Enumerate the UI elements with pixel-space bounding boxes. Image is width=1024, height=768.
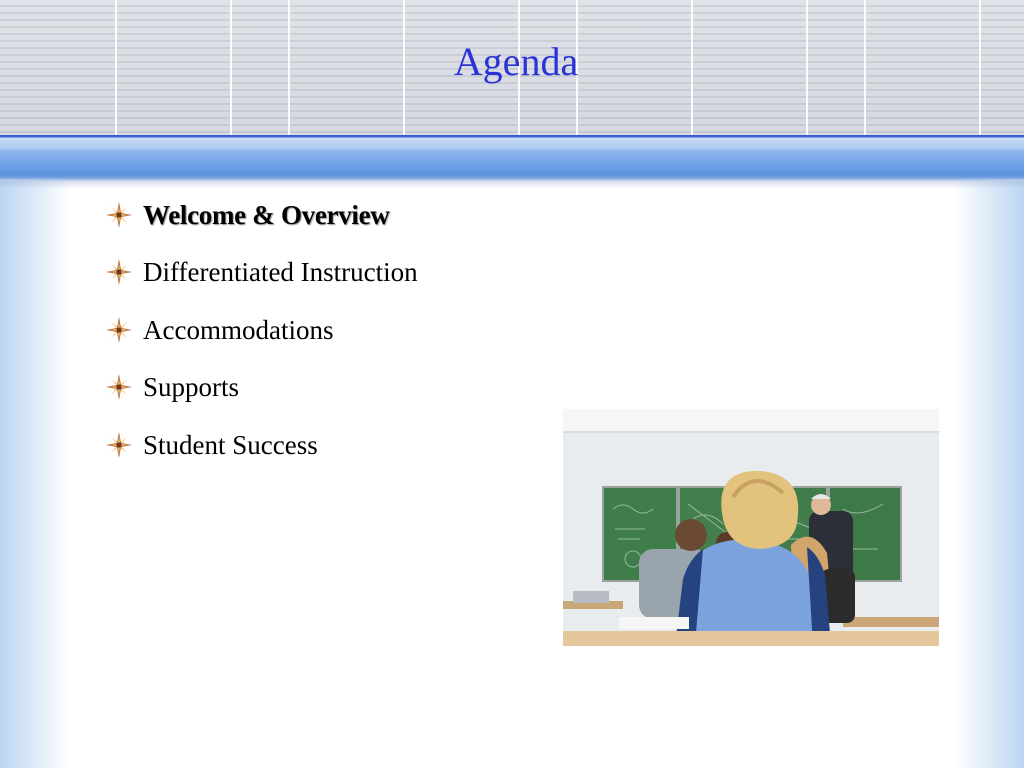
agenda-item <box>104 301 418 359</box>
right-side-gradient <box>954 180 1024 768</box>
compass-star-icon <box>104 257 134 287</box>
agenda-item <box>104 416 418 474</box>
agenda-item-label: Welcome & Overview <box>143 199 390 230</box>
agenda-item <box>104 359 418 417</box>
agenda-item-label: Student Success <box>143 429 318 460</box>
agenda-item <box>104 186 418 244</box>
compass-star-icon <box>104 430 134 460</box>
agenda-item-label: Accommodations <box>143 314 334 345</box>
agenda-item-label: Supports <box>143 372 240 403</box>
compass-star-icon <box>104 372 134 402</box>
agenda-list <box>104 186 418 474</box>
compass-star-icon <box>104 315 134 345</box>
left-side-gradient <box>0 180 70 768</box>
header-blue-bar <box>0 135 1024 181</box>
classroom-photo <box>563 409 939 646</box>
agenda-item <box>104 244 418 302</box>
compass-star-icon <box>104 200 134 230</box>
slide-title: Agenda <box>453 39 579 84</box>
agenda-item-label: Differentiated Instruction <box>143 257 418 288</box>
